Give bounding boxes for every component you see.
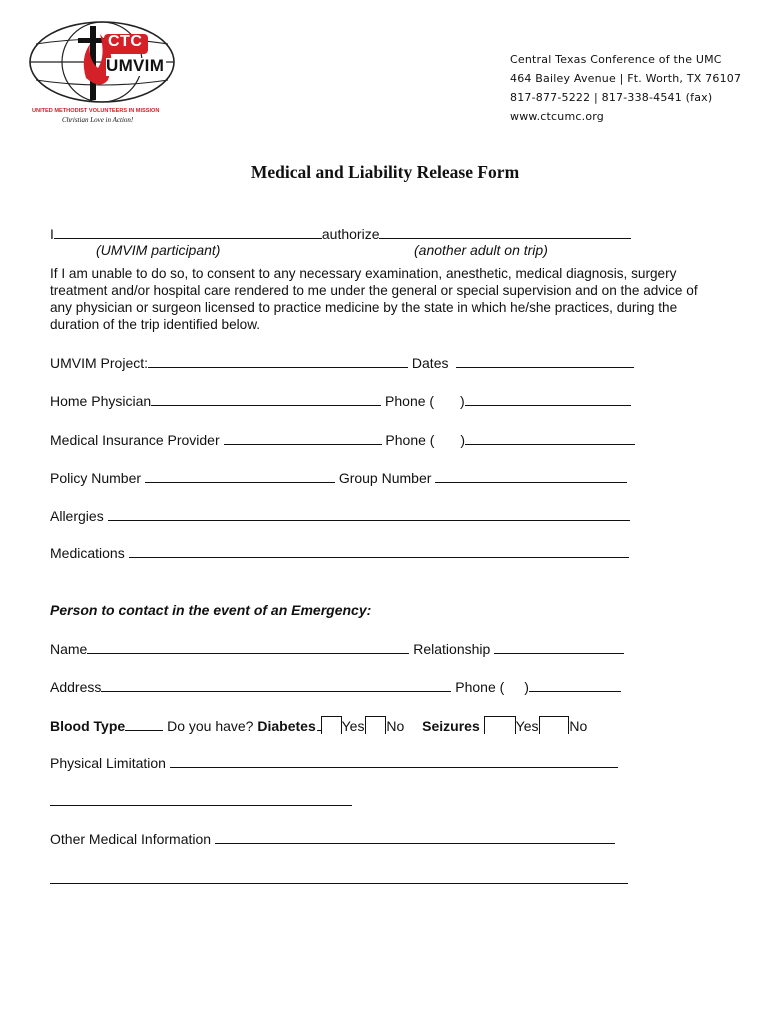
- contact-address-label: Address: [50, 679, 102, 695]
- physician-phone-field[interactable]: [465, 392, 631, 406]
- allergies-field[interactable]: [108, 507, 630, 521]
- other-info-line-2[interactable]: [50, 870, 628, 884]
- emergency-heading: Person to contact in the event of an Emergency:: [50, 602, 372, 618]
- project-field[interactable]: [148, 354, 408, 368]
- physician-row: [50, 392, 631, 409]
- physical-limitation-field[interactable]: [170, 754, 618, 768]
- physician-field[interactable]: [151, 392, 381, 406]
- authorize-row: [50, 225, 631, 242]
- other-info-row: [50, 830, 615, 847]
- diabetes-no-checkbox[interactable]: [365, 716, 386, 734]
- other-info-label: Other Medical Information: [50, 831, 212, 847]
- adult-name-field[interactable]: [379, 225, 631, 239]
- letterhead-org: Central Texas Conference of the UMC: [510, 53, 722, 66]
- contact-name-field[interactable]: [87, 640, 409, 654]
- diabetes-yes-checkbox[interactable]: [321, 716, 342, 734]
- medications-field[interactable]: [129, 544, 629, 558]
- contact-phone-field[interactable]: [529, 678, 621, 692]
- logo-ctc-text: CTC: [108, 33, 143, 50]
- relationship-label: Relationship: [413, 641, 491, 657]
- participant-name-field[interactable]: [54, 225, 322, 239]
- allergies-row: [50, 507, 630, 524]
- ctc-umvim-logo: [20, 20, 200, 130]
- group-field[interactable]: [435, 469, 627, 483]
- contact-phone-close: ): [524, 679, 529, 695]
- insurance-row: [50, 431, 635, 448]
- seizures-label: Seizures: [422, 718, 480, 734]
- other-info-field[interactable]: [215, 830, 615, 844]
- letterhead-address: 464 Bailey Avenue | Ft. Worth, TX 76107: [510, 72, 742, 85]
- insurance-phone-field[interactable]: [465, 431, 635, 445]
- allergies-label: Allergies: [50, 508, 104, 524]
- project-label: UMVIM Project:: [50, 355, 149, 371]
- medications-row: [50, 544, 629, 561]
- diabetes-label: Diabetes: [257, 718, 316, 734]
- policy-field[interactable]: [145, 469, 335, 483]
- physician-phone-open: Phone (: [385, 393, 435, 409]
- diabetes-yes-label: Yes: [341, 718, 365, 734]
- contact-phone-open: Phone (: [455, 679, 505, 695]
- letterhead-phone: 817-877-5222 | 817-338-4541 (fax): [510, 91, 713, 104]
- physician-label: Home Physician: [50, 393, 152, 409]
- seizures-yes-checkbox[interactable]: [484, 716, 516, 734]
- seizures-yes-label: Yes: [515, 718, 539, 734]
- participant-caption: (UMVIM participant): [96, 242, 221, 258]
- physical-limitation-line-2[interactable]: [50, 792, 352, 806]
- insurance-field[interactable]: [224, 431, 382, 445]
- dates-label: Dates: [411, 355, 449, 371]
- letterhead: [510, 50, 741, 126]
- physical-limitation-label: Physical Limitation: [50, 755, 166, 771]
- logo-umvim-text: UMVIM: [106, 56, 165, 75]
- insurance-label: Medical Insurance Provider: [50, 432, 220, 448]
- relationship-field[interactable]: [494, 640, 624, 654]
- contact-address-row: [50, 678, 621, 695]
- dates-field[interactable]: [456, 354, 634, 368]
- do-you-have-label: Do you have?: [167, 718, 254, 734]
- policy-label: Policy Number: [50, 470, 142, 486]
- contact-address-field[interactable]: [101, 678, 451, 692]
- logo-org-line: UNITED METHODIST VOLUNTEERS IN MISSION: [32, 108, 160, 114]
- blood-type-field[interactable]: [125, 717, 163, 731]
- policy-row: [50, 469, 627, 486]
- authorize-label: authorize: [321, 226, 380, 242]
- blood-type-row: [50, 716, 587, 734]
- seizures-no-label: No: [569, 718, 588, 734]
- insurance-phone-close: ): [460, 432, 466, 448]
- medications-label: Medications: [50, 545, 125, 561]
- adult-caption: (another adult on trip): [414, 242, 548, 258]
- contact-name-label: Name: [50, 641, 88, 657]
- blood-type-label: Blood Type: [50, 718, 126, 734]
- group-label: Group Number: [338, 470, 432, 486]
- letterhead-website[interactable]: www.ctcumc.org: [510, 110, 604, 123]
- diabetes-no-label: No: [386, 718, 405, 734]
- page-title: Medical and Liability Release Form: [250, 162, 520, 182]
- consent-paragraph: If I am unable to do so, to consent to any necessary examination, anesthetic, medical diagnosis, surgery treatment and/or hospital care rendered to me under the general or special supervision and on the advice of any physician or surgeon licensed to practice medicine by the state in which he/she practices, during the duration of the trip identified below.: [50, 266, 698, 332]
- contact-name-row: [50, 640, 624, 657]
- insurance-phone-open: Phone (: [385, 432, 435, 448]
- physical-limitation-row: [50, 754, 618, 771]
- logo-tagline: Christian Love in Action!: [62, 116, 134, 124]
- project-row: [50, 354, 634, 371]
- seizures-no-checkbox[interactable]: [539, 716, 569, 734]
- physician-phone-close: ): [459, 393, 465, 409]
- i-label: I: [50, 226, 54, 242]
